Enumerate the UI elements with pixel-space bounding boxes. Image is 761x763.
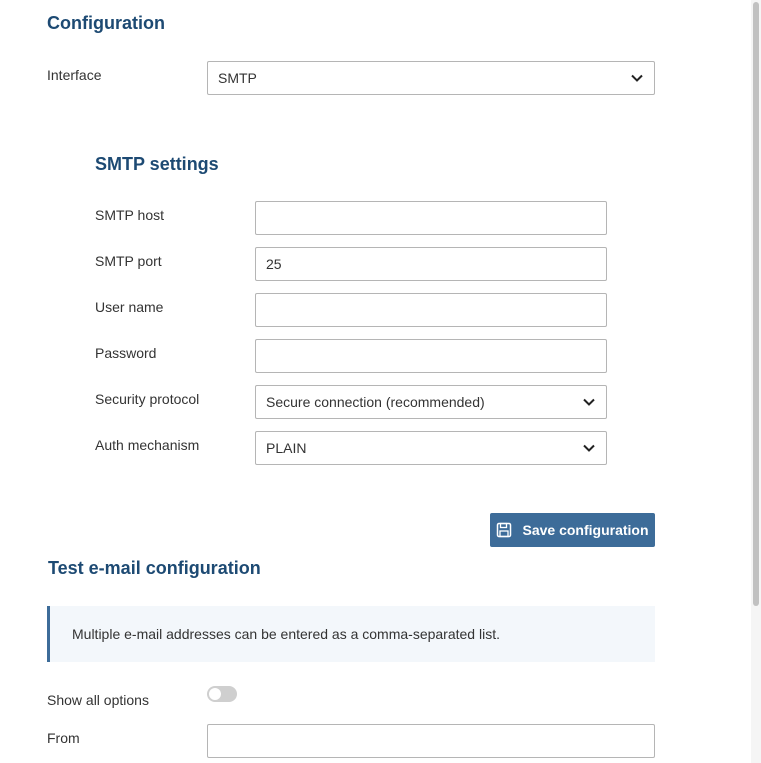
test-email-heading: Test e-mail configuration (48, 558, 261, 578)
interface-label: Interface (47, 67, 102, 83)
save-configuration-label: Save configuration (522, 522, 649, 538)
smtp-port-input[interactable] (255, 247, 607, 281)
show-all-options-toggle[interactable] (207, 686, 237, 702)
password-input[interactable] (255, 339, 607, 373)
chevron-down-icon (582, 441, 596, 455)
chevron-down-icon (582, 395, 596, 409)
auth-mechanism-value: PLAIN (266, 440, 307, 456)
smtp-settings-heading: SMTP settings (95, 154, 219, 174)
save-configuration-button[interactable] (490, 513, 655, 547)
auth-mechanism-label: Auth mechanism (95, 437, 200, 453)
auth-mechanism-select[interactable] (255, 431, 607, 465)
save-icon (496, 522, 512, 538)
scrollbar-thumb[interactable] (753, 2, 759, 606)
from-label: From (47, 730, 80, 746)
smtp-host-input[interactable] (255, 201, 607, 235)
interface-select-value: SMTP (218, 70, 257, 86)
security-protocol-label: Security protocol (95, 391, 200, 407)
interface-select[interactable] (207, 61, 655, 95)
toggle-knob (209, 688, 221, 700)
password-label: Password (95, 345, 157, 361)
security-protocol-select[interactable] (255, 385, 607, 419)
configuration-heading: Configuration (47, 13, 165, 33)
from-input[interactable] (207, 724, 655, 758)
scrollbar[interactable] (751, 0, 761, 763)
username-label: User name (95, 299, 164, 315)
smtp-port-label: SMTP port (95, 253, 162, 269)
smtp-host-label: SMTP host (95, 207, 164, 223)
info-text: Multiple e-mail addresses can be entered as a comma-separated list. (72, 626, 500, 642)
info-box (47, 606, 655, 662)
username-input[interactable] (255, 293, 607, 327)
show-all-options-label: Show all options (47, 692, 149, 708)
chevron-down-icon (630, 71, 644, 85)
security-protocol-value: Secure connection (recommended) (266, 394, 485, 410)
